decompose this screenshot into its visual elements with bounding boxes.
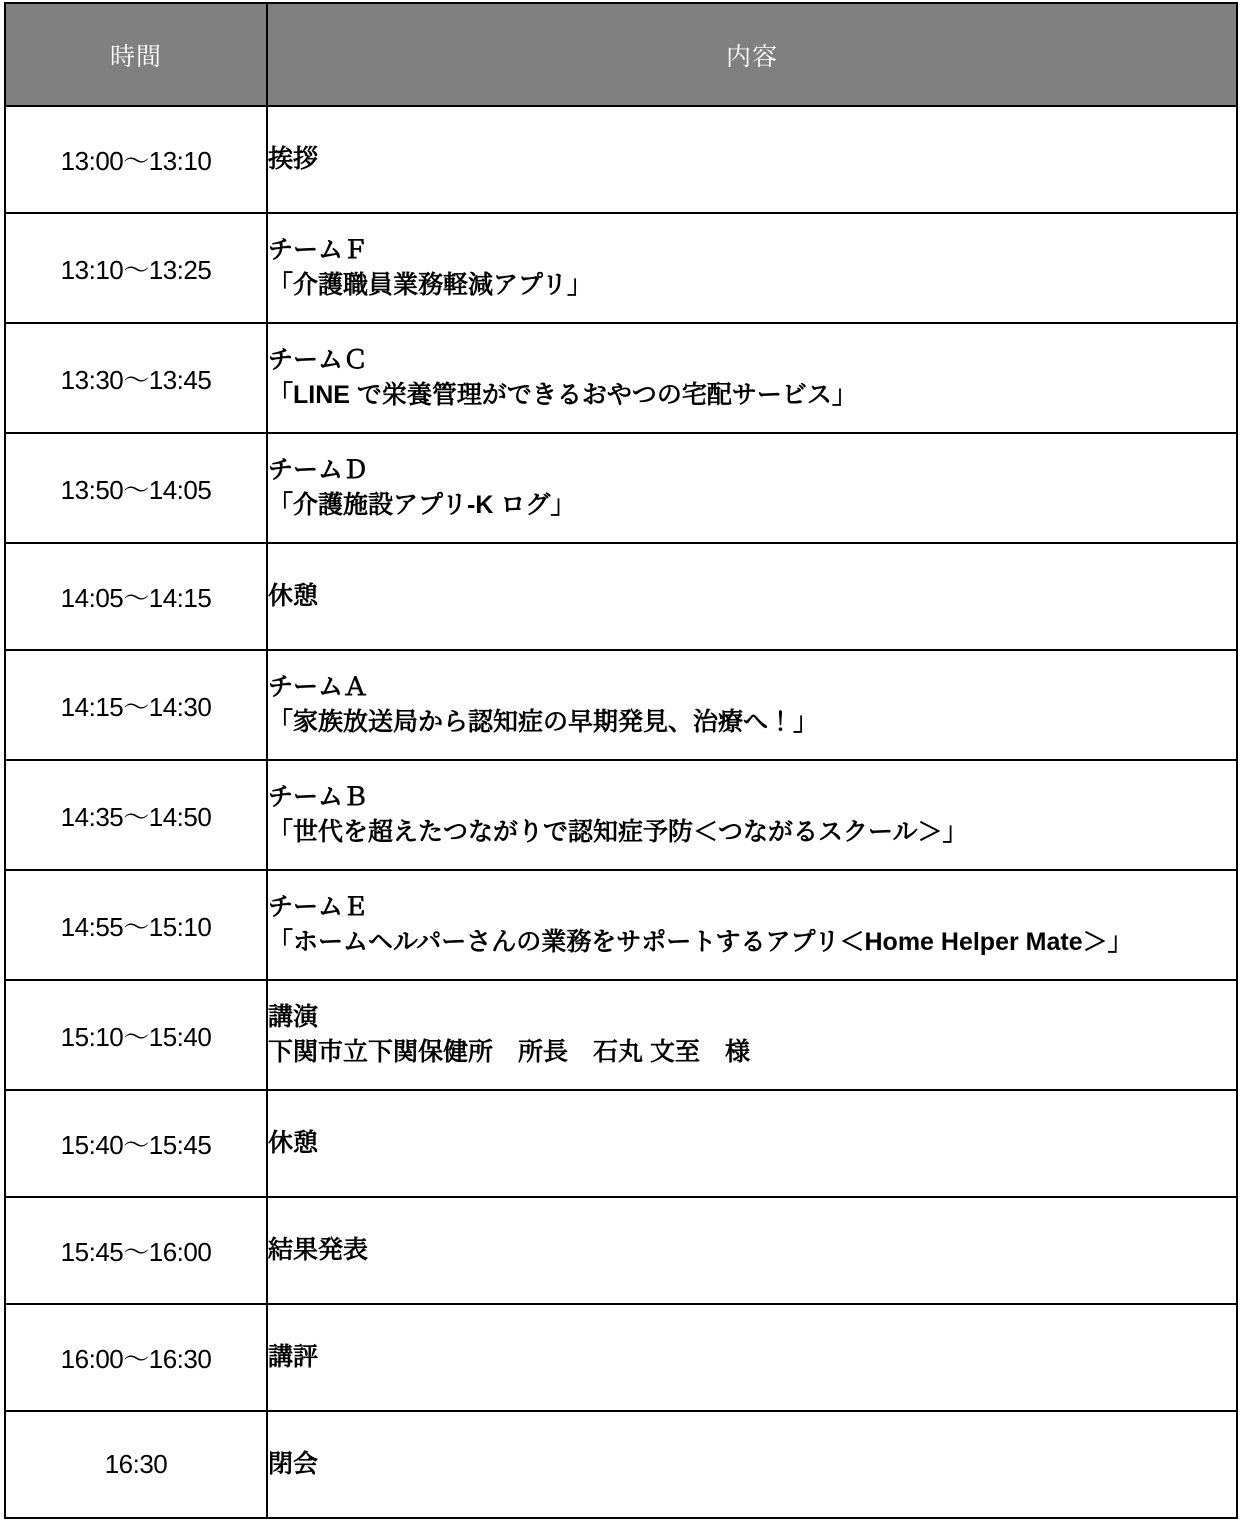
cell-content-line1: 講演 (268, 1002, 319, 1031)
cell-content-line1: 休憩 (268, 1128, 319, 1157)
cell-content (267, 543, 1237, 650)
cell-content-line1: チームＥ (268, 892, 369, 921)
cell-content-line1: 閉会 (268, 1449, 319, 1478)
column-header-content: 内容 (267, 3, 1237, 106)
cell-content-line1: チームＡ (268, 672, 369, 701)
table-row (5, 323, 1237, 433)
cell-content-line1: チームＢ (268, 782, 369, 811)
cell-content-line1: 結果発表 (268, 1235, 369, 1264)
table-row (5, 1304, 1237, 1411)
cell-time: 14:35～14:50 (5, 760, 267, 870)
table-row (5, 1090, 1237, 1197)
cell-content (267, 1304, 1237, 1411)
cell-content (267, 1411, 1237, 1518)
table-body (5, 106, 1237, 1518)
cell-content (267, 980, 1237, 1090)
table-row (5, 980, 1237, 1090)
cell-content-line2: 「LINE で栄養管理ができるおやつの宅配サービス」 (268, 381, 857, 409)
table-row (5, 870, 1237, 980)
column-header-time: 時間 (5, 3, 267, 106)
cell-content (267, 1197, 1237, 1304)
cell-content (267, 1090, 1237, 1197)
cell-content (267, 650, 1237, 760)
cell-content (267, 106, 1237, 213)
cell-time: 15:10～15:40 (5, 980, 267, 1090)
schedule-document (0, 2, 1240, 1539)
cell-content-line1: チームＤ (268, 455, 369, 484)
cell-time: 14:55～15:10 (5, 870, 267, 980)
cell-content-line1: 講評 (268, 1342, 319, 1371)
cell-content-line2: 「ホームヘルパーさんの業務をサポートするアプリ＜Home Helper Mate＞」 (268, 928, 1133, 956)
cell-time: 13:10～13:25 (5, 213, 267, 323)
table-row (5, 106, 1237, 213)
cell-content-line2: 「介護職員業務軽減アプリ」 (268, 271, 593, 299)
cell-time: 15:45～16:00 (5, 1197, 267, 1304)
cell-content-line1: 挨拶 (268, 144, 319, 173)
cell-time: 14:05～14:15 (5, 543, 267, 650)
cell-time: 13:50～14:05 (5, 433, 267, 543)
cell-content-line2: 「介護施設アプリ-K ログ」 (268, 491, 576, 519)
cell-content (267, 213, 1237, 323)
cell-content-line2: 「世代を超えたつながりで認知症予防＜つながるスクール＞」 (268, 818, 968, 846)
cell-content-line1: 休憩 (268, 581, 319, 610)
cell-content-line1: チームＦ (268, 235, 369, 264)
table-row (5, 543, 1237, 650)
cell-time: 14:15～14:30 (5, 650, 267, 760)
cell-content-line2: 下関市立下関保健所 所長 石丸 文至 様 (268, 1038, 750, 1066)
cell-content (267, 760, 1237, 870)
table-row (5, 433, 1237, 543)
cell-time: 16:00～16:30 (5, 1304, 267, 1411)
cell-content-line1: チームＣ (268, 345, 369, 374)
table-row (5, 760, 1237, 870)
table-row (5, 1197, 1237, 1304)
table-row (5, 213, 1237, 323)
cell-time: 13:30～13:45 (5, 323, 267, 433)
cell-content (267, 433, 1237, 543)
cell-content (267, 323, 1237, 433)
table-row (5, 1411, 1237, 1518)
table-header (5, 3, 1237, 106)
cell-content (267, 870, 1237, 980)
cell-time: 15:40～15:45 (5, 1090, 267, 1197)
cell-time: 13:00～13:10 (5, 106, 267, 213)
table-row (5, 650, 1237, 760)
cell-content-line2: 「家族放送局から認知症の早期発見、治療へ！」 (268, 708, 819, 736)
table-header-row (5, 3, 1237, 106)
cell-time: 16:30 (5, 1411, 267, 1518)
schedule-table (4, 2, 1238, 1519)
